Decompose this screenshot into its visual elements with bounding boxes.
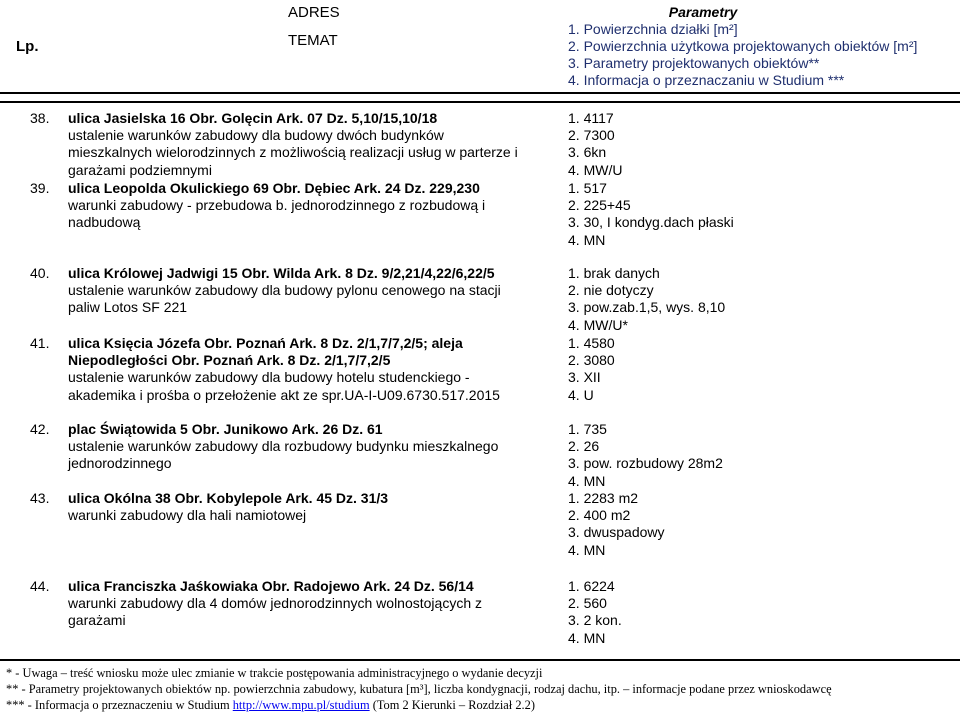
entry-topic-line: warunki zabudowy dla hali namiotowej bbox=[68, 507, 307, 524]
parametry-title: Parametry bbox=[668, 4, 738, 20]
footnote-3-suffix: (Tom 2 Kierunki – Rozdział 2.2) bbox=[369, 698, 535, 712]
entry-body bbox=[68, 578, 558, 630]
entry-param: 1. 517 bbox=[568, 180, 607, 196]
entry-param: 3. XII bbox=[568, 369, 601, 386]
entry-body bbox=[68, 110, 558, 179]
footnote-1: * - Uwaga – treść wniosku może ulec zmianie w trakcie postępowania administracyjnego o wydanie decyzji bbox=[6, 666, 543, 680]
entry-param: 3. 6kn bbox=[568, 144, 607, 161]
entry-topic-line: ustalenie warunków zabudowy dla rozbudowy budynku mieszkalnego bbox=[68, 438, 499, 455]
column-header-adres: ADRES bbox=[288, 4, 340, 21]
entry-param: 3. pow. rozbudowy 28m2 bbox=[568, 455, 723, 472]
entry-address: ulica Leopolda Okulickiego 69 Obr. Dębiec Ark. 24 Dz. 229,230 bbox=[68, 180, 480, 196]
column-header-parametry bbox=[568, 4, 958, 89]
entry-param: 3. 2 kon. bbox=[568, 612, 622, 629]
entry-number: 41. bbox=[30, 335, 50, 351]
entry-param: 2. 26 bbox=[568, 438, 600, 455]
entry-param: 2. nie dotyczy bbox=[568, 282, 654, 299]
entry-topic-line: ustalenie warunków zabudowy dla budowy pylonu cenowego na stacji bbox=[68, 282, 501, 299]
entry-topic-line: ustalenie warunków zabudowy dla budowy hotelu studenckiego - bbox=[68, 369, 470, 386]
studium-link[interactable]: http://www.mpu.pl/studium bbox=[232, 698, 370, 712]
entry-param: 4. MN bbox=[568, 541, 606, 558]
entry-topic-line: mieszkalnych wielorodzinnych z możliwością realizacji usług w parterze i bbox=[68, 144, 518, 161]
entry-param: 4. MN bbox=[568, 472, 606, 489]
entry-param: 4. MW/U* bbox=[568, 316, 628, 333]
entry-param: 2. 225+45 bbox=[568, 197, 631, 214]
entry-param: 3. dwuspadowy bbox=[568, 524, 665, 541]
entry-topic-line: garażami bbox=[68, 612, 126, 629]
entry-param: 1. 4580 bbox=[568, 335, 615, 351]
entry-body bbox=[68, 265, 558, 317]
parametry-item: 4. Informacja o przeznaczaniu w Studium *** bbox=[568, 72, 845, 88]
entry-params bbox=[568, 421, 948, 490]
entry-param: 2. 3080 bbox=[568, 352, 615, 369]
column-header-temat: TEMAT bbox=[288, 32, 338, 49]
entry-param: 4. U bbox=[568, 386, 594, 403]
entry-params bbox=[568, 265, 948, 334]
footnote-2: ** - Parametry projektowanych obiektów np. powierzchnia zabudowy, kubatura [m³], liczba kondygnacji, rodzaj dachu, itp. – informacje podane przez wnioskodawcę bbox=[6, 682, 832, 696]
entry-topic-line: warunki zabudowy dla 4 domów jednorodzinnych wolnostojących z bbox=[68, 595, 483, 612]
entry-topic-line: ustalenie warunków zabudowy dla budowy dwóch budynków bbox=[68, 127, 444, 144]
entry-params bbox=[568, 578, 948, 647]
entry-address: ulica Królowej Jadwigi 15 Obr. Wilda Ark. 8 Dz. 9/2,21/4,22/6,22/5 bbox=[68, 265, 495, 281]
entry-topic-line: jednorodzinnego bbox=[68, 455, 172, 472]
parametry-item: 3. Parametry projektowanych obiektów** bbox=[568, 55, 820, 71]
entry-number: 42. bbox=[30, 421, 50, 437]
entry-address: ulica Okólna 38 Obr. Kobylepole Ark. 45 Dz. 31/3 bbox=[68, 490, 389, 506]
entry-body bbox=[68, 421, 558, 473]
entry-topic-line: paliw Lotos SF 221 bbox=[68, 299, 188, 316]
entry-body bbox=[68, 490, 558, 524]
entry-param: 4. MN bbox=[568, 629, 606, 646]
parametry-item: 2. Powierzchnia użytkowa projektowanych obiektów [m²] bbox=[568, 38, 918, 54]
header-divider-top bbox=[0, 92, 960, 94]
entry-topic-line: garażami podziemnymi bbox=[68, 161, 212, 178]
entry-param: 1. 4117 bbox=[568, 110, 614, 126]
entry-param: 3. pow.zab.1,5, wys. 8,10 bbox=[568, 299, 726, 316]
entry-number: 39. bbox=[30, 180, 50, 196]
entry-body bbox=[68, 180, 558, 232]
entry-number: 44. bbox=[30, 578, 50, 594]
entry-param: 2. 560 bbox=[568, 595, 607, 612]
entry-param: 2. 400 m2 bbox=[568, 507, 631, 524]
entry-param: 2. 7300 bbox=[568, 127, 615, 144]
column-header-lp: Lp. bbox=[16, 38, 39, 55]
footer-divider bbox=[0, 659, 960, 661]
entry-params bbox=[568, 490, 948, 559]
entry-number: 38. bbox=[30, 110, 50, 126]
entry-address: ulica Franciszka Jaśkowiaka Obr. Radojewo Ark. 24 Dz. 56/14 bbox=[68, 578, 474, 594]
footnote-3 bbox=[6, 697, 956, 713]
entry-topic-line: nadbudową bbox=[68, 214, 141, 231]
entry-address: plac Świątowida 5 Obr. Junikowo Ark. 26 Dz. 61 bbox=[68, 421, 383, 437]
entry-number: 40. bbox=[30, 265, 50, 281]
entry-params bbox=[568, 180, 948, 249]
entry-param: 4. MW/U bbox=[568, 161, 623, 178]
entry-number: 43. bbox=[30, 490, 50, 506]
header-divider-bottom bbox=[0, 101, 960, 103]
entry-param: 1. brak danych bbox=[568, 265, 660, 281]
entry-address: ulica Jasielska 16 Obr. Golęcin Ark. 07 Dz. 5,10/15,10/18 bbox=[68, 110, 438, 126]
entry-topic-line: warunki zabudowy - przebudowa b. jednorodzinnego z rozbudową i bbox=[68, 197, 486, 214]
footnote-3-prefix: *** - Informacja o przeznaczeniu w Studium bbox=[6, 698, 233, 712]
entry-param: 1. 6224 bbox=[568, 578, 615, 594]
entry-topic-line: akademika i prośba o przełożenie akt ze spr.UA-I-U09.6730.517.2015 bbox=[68, 386, 500, 403]
entry-param: 1. 735 bbox=[568, 421, 607, 437]
entry-body bbox=[68, 335, 528, 404]
entry-params bbox=[568, 335, 948, 404]
parametry-item: 1. Powierzchnia działki [m²] bbox=[568, 21, 738, 37]
footnotes bbox=[6, 665, 956, 713]
entry-param: 3. 30, I kondyg.dach płaski bbox=[568, 214, 734, 231]
entry-address: ulica Księcia Józefa Obr. Poznań Ark. 8 Dz. 2/1,7/7,2/5; aleja Niepodległości Obr. Poznań Ark. 8 Dz. 2/1,7/7,2/5 bbox=[68, 335, 463, 369]
entry-param: 4. MN bbox=[568, 231, 606, 248]
entry-param: 1. 2283 m2 bbox=[568, 490, 639, 506]
entry-params bbox=[568, 110, 948, 179]
